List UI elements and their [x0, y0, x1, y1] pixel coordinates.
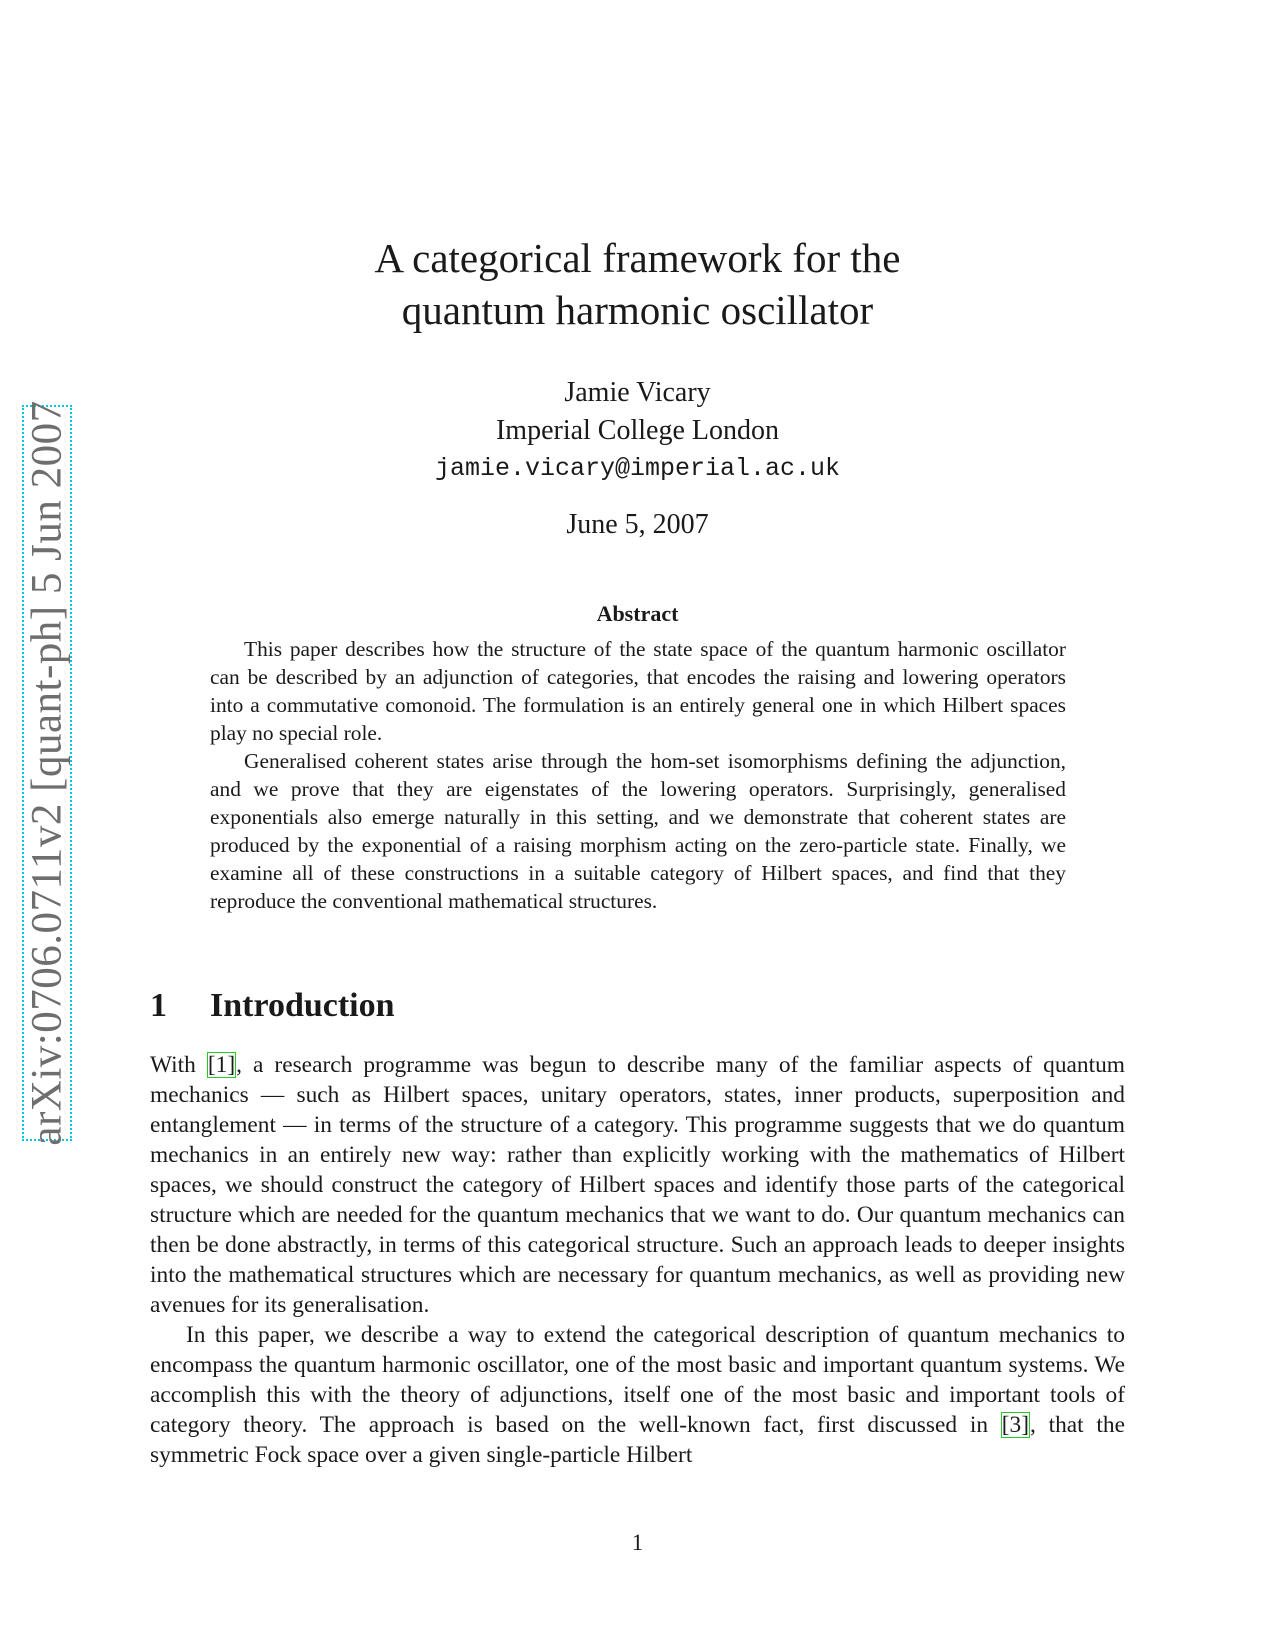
- section-heading: [150, 987, 395, 1025]
- paper-date: June 5, 2007: [566, 509, 709, 540]
- text-run: , a research programme was begun to describe many of the familiar aspects of quantum mechanics — such as Hilbert spaces, unitary operators, states, inner products, superposition and entanglement — in terms of the structure of a category. This programme suggests that we do quantum mechanics in an entirely new way: rather than explicitly working with the mathematics of Hilbert spaces, we should construct the category of Hilbert spaces and identify those parts of the categorical structure which are needed for the quantum mechanics that we want to do. Our quantum mechanics can then be done abstractly, in terms of this categorical structure. Such an approach leads to deeper insights into the mathematical structures which are necessary for quantum mechanics, as well as providing new avenues for its generalisation.: [150, 1052, 1125, 1318]
- author-email: jamie.vicary@imperial.ac.uk: [434, 454, 841, 483]
- citation-link-3[interactable]: [3]: [1001, 1412, 1030, 1438]
- intro-paragraph-1: [150, 1050, 1125, 1320]
- abstract-paragraph: Generalised coherent states arise through the hom-set isomorphisms defining the adjunction, and we prove that they are eigenstates of the lowering operators. Surprisingly, generalised exponentials also emerge naturally in this setting, and we demonstrate that coherent states are produced by the exponential of a raising morphism acting on the zero-particle state. Finally, we examine all of these constructions in a suitable category of Hilbert spaces, and find that they reproduce the conventional mathematical structures.: [210, 749, 1066, 913]
- paper-title: [0, 232, 1275, 336]
- title-line-1: A categorical framework for the: [374, 235, 901, 281]
- text-run: In this paper, we describe a way to extend the categorical description of quantum mechanics to encompass the quantum harmonic oscillator, one of the most basic and important quantum systems. We accomplish this with the theory of adjunctions, itself one of the most basic and important tools of category theory. The approach is based on the well-known fact, first discussed in: [150, 1322, 1125, 1438]
- text-run: , that the symmetric Fock space over a given single-particle Hilbert: [150, 1412, 1125, 1468]
- abstract-heading: Abstract: [596, 601, 679, 626]
- intro-paragraph-2: [150, 1320, 1125, 1470]
- author-name: Jamie Vicary: [564, 377, 711, 408]
- author-affiliation: Imperial College London: [495, 415, 780, 446]
- section-title: Introduction: [210, 987, 395, 1024]
- introduction-body: [150, 1050, 1125, 1470]
- title-line-2: quantum harmonic oscillator: [401, 287, 874, 333]
- arxiv-identifier: arXiv:0706.0711v2 [quant-ph] 5 Jun 2007: [23, 400, 71, 1146]
- page-number: 1: [631, 1530, 644, 1555]
- text-run: With: [150, 1052, 207, 1078]
- citation-link-1[interactable]: [1]: [207, 1052, 236, 1078]
- abstract-paragraph: This paper describes how the structure of the state space of the quantum harmonic oscillator can be described by an adjunction of categories, that encodes the raising and lowering operators into a commutative comonoid. The formulation is an entirely general one in which Hilbert spaces play no special role.: [210, 637, 1066, 745]
- author-block: [0, 374, 1275, 488]
- abstract-body: [210, 635, 1066, 915]
- section-number: 1: [150, 987, 167, 1024]
